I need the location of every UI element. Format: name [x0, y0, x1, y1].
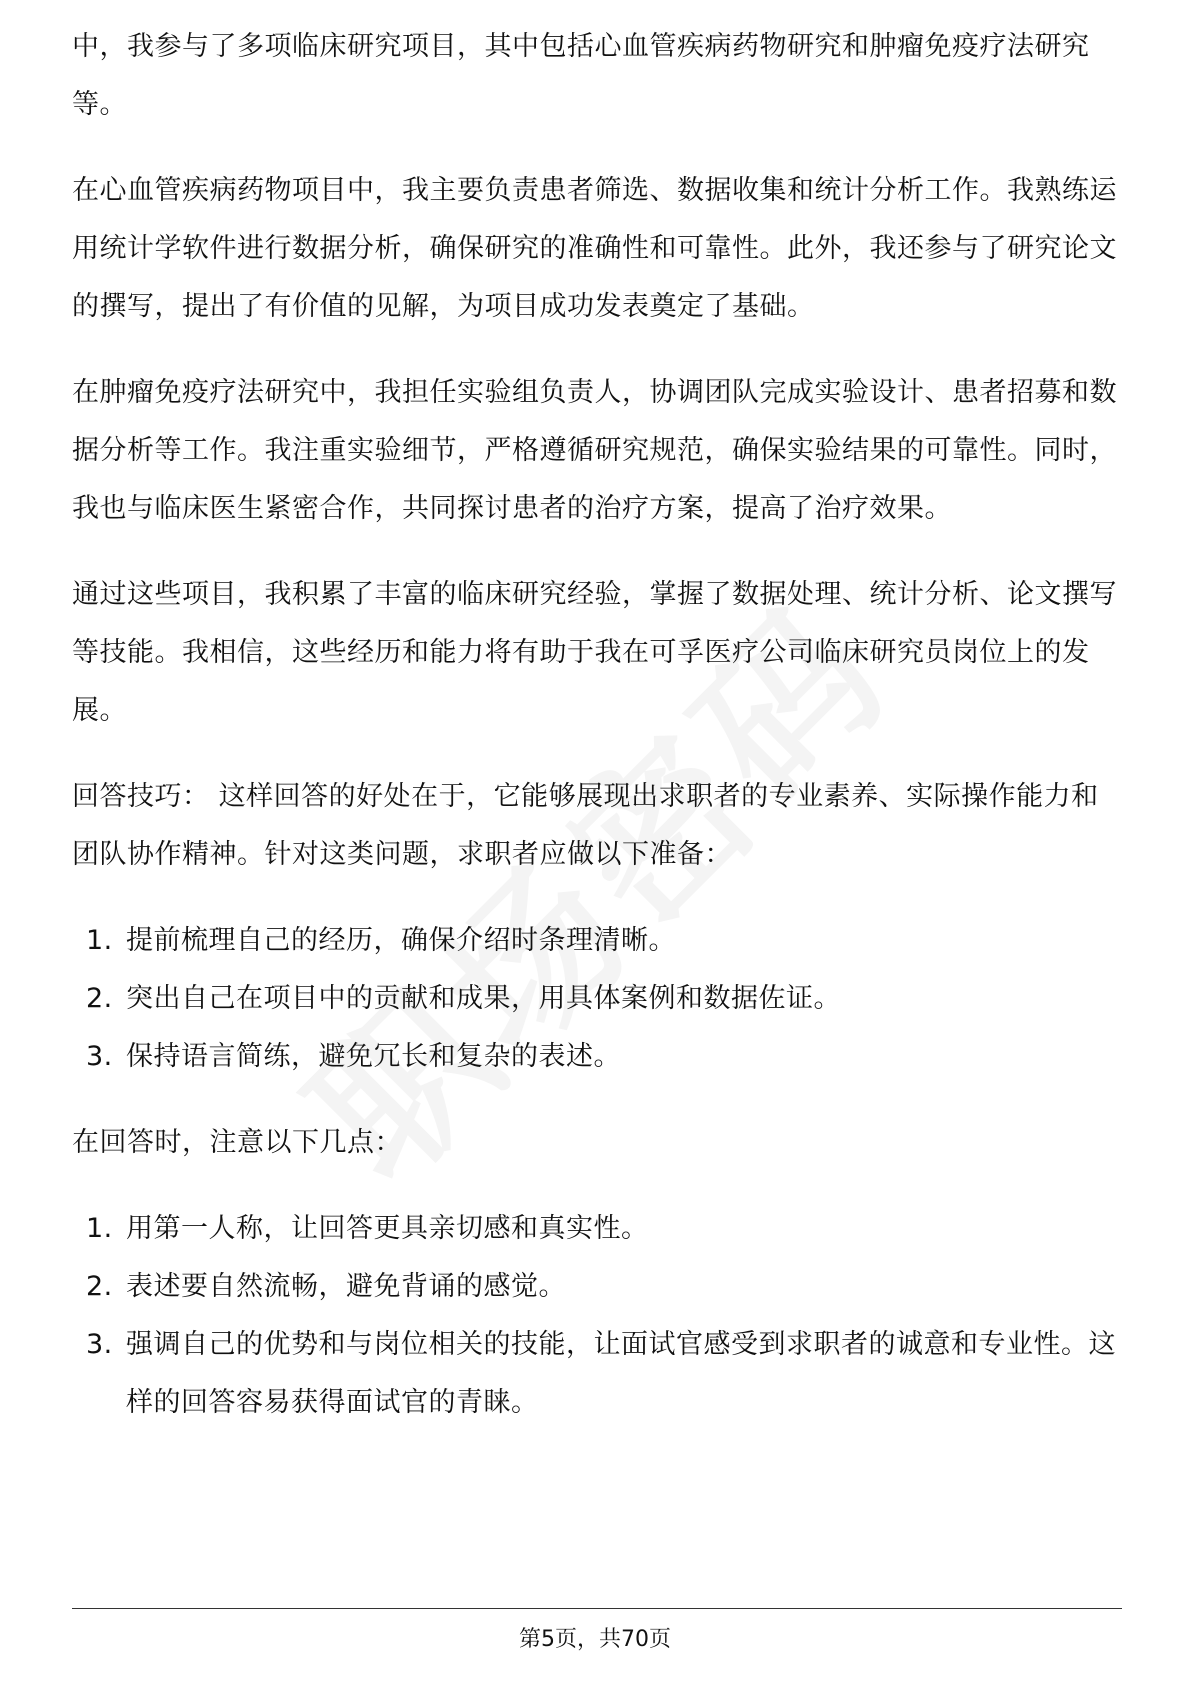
paragraph-tumor-project: 在肿瘤免疫疗法研究中，我担任实验组负责人，协调团队完成实验设计、患者招募和数据分析等工作。我注重实验细节，严格遵循研究规范，确保实验结果的可靠性。同时，我也与临床医生紧密合作，共同探讨患者的治疗方案，提高了治疗效果。	[72, 377, 1117, 524]
list-item-text: 强调自己的优势和与岗位相关的技能，让面试官感受到求职者的诚意和专业性。这样的回答容易获得面试官的青睐。	[126, 1329, 1116, 1418]
list-item-number: 3.	[86, 1329, 113, 1360]
list-item-number: 1.	[86, 1213, 113, 1244]
paragraph-notes-intro: 在回答时，注意以下几点：	[72, 1127, 402, 1158]
list-item	[72, 1316, 1122, 1432]
paragraph-answer-tips: 回答技巧： 这样回答的好处在于，它能够展现出求职者的专业素养、实际操作能力和团队协作精神。针对这类问题，求职者应做以下准备：	[72, 781, 1099, 870]
list-item-number: 2.	[86, 1271, 113, 1302]
list-item	[72, 1200, 1122, 1258]
list-item	[72, 1028, 1122, 1086]
list-item	[72, 1258, 1122, 1316]
paragraph-summary: 通过这些项目，我积累了丰富的临床研究经验，掌握了数据处理、统计分析、论文撰写等技能。我相信，这些经历和能力将有助于我在可孚医疗公司临床研究员岗位上的发展。	[72, 579, 1117, 726]
list-item-text: 用第一人称，让回答更具亲切感和真实性。	[126, 1213, 649, 1244]
list-item-number: 2.	[86, 983, 113, 1014]
list-item-text: 表述要自然流畅，避免背诵的感觉。	[126, 1271, 566, 1302]
preparation-list	[72, 912, 1122, 1086]
paragraph-projects-intro: 中，我参与了多项临床研究项目，其中包括心血管疾病药物研究和肿瘤免疫疗法研究等。	[72, 31, 1090, 120]
list-item-text: 突出自己在项目中的贡献和成果，用具体案例和数据佐证。	[126, 983, 841, 1014]
list-item	[72, 970, 1122, 1028]
footer-divider	[72, 1608, 1122, 1609]
page-number: 第5页，共70页	[519, 1627, 671, 1652]
notes-list	[72, 1200, 1122, 1432]
list-item-text: 保持语言简练，避免冗长和复杂的表述。	[126, 1041, 621, 1072]
list-item-number: 1.	[86, 925, 113, 956]
list-item	[72, 912, 1122, 970]
paragraph-cardio-project: 在心血管疾病药物项目中，我主要负责患者筛选、数据收集和统计分析工作。我熟练运用统计学软件进行数据分析，确保研究的准确性和可靠性。此外，我还参与了研究论文的撰写，提出了有价值的见解，为项目成功发表奠定了基础。	[72, 175, 1117, 322]
page-content	[72, 0, 1122, 1460]
list-item-number: 3.	[86, 1041, 113, 1072]
list-item-text: 提前梳理自己的经历，确保介绍时条理清晰。	[126, 925, 676, 956]
